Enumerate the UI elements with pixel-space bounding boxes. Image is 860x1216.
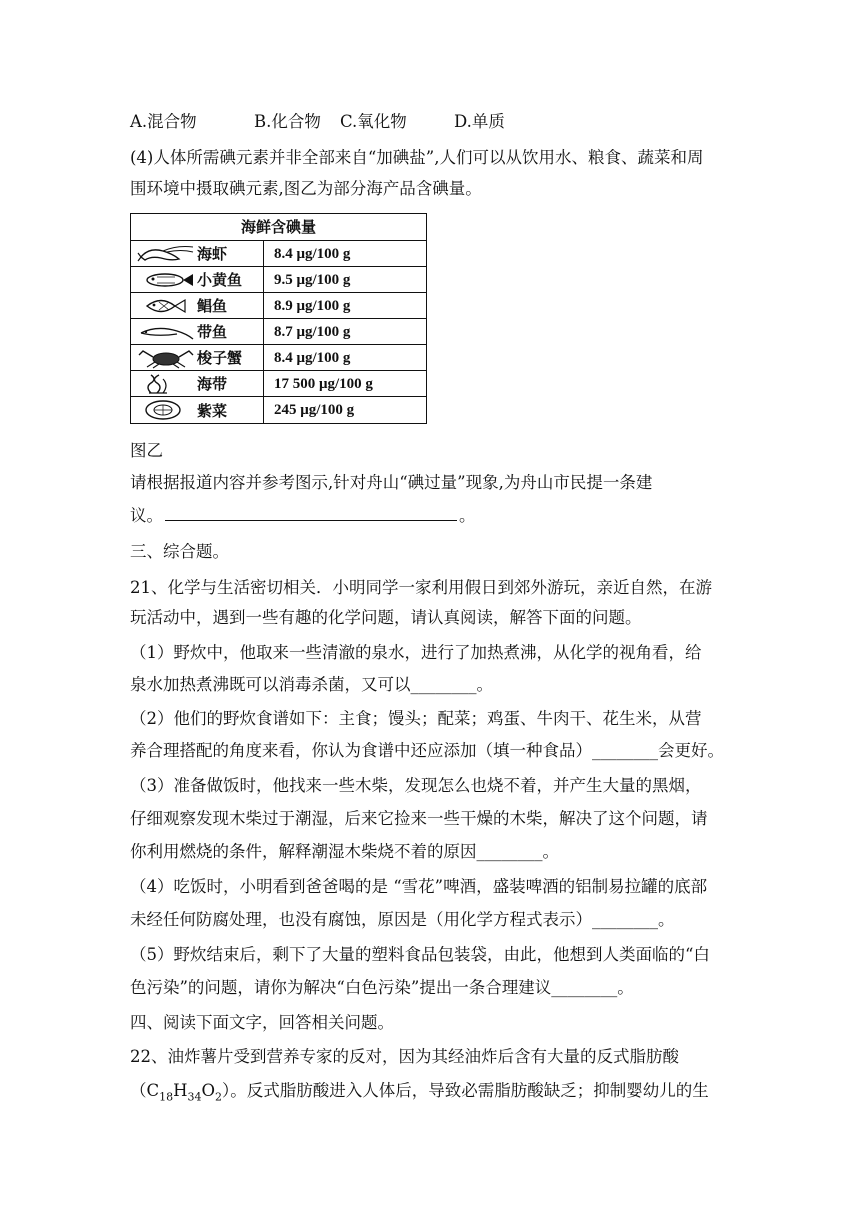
seafood-name: 带鱼 <box>197 323 228 341</box>
q4-line-2: 围环境中摄取碘元素,图乙为部分海产品含碘量。 <box>130 179 482 198</box>
table-row <box>131 397 426 423</box>
q21-line: 养合理搭配的角度来看，你认为食谱中还应添加（填一种食品）________会更好。 <box>130 741 724 760</box>
table-row <box>131 267 426 293</box>
q21-line: （1）野炊中，他取来一些清澈的泉水，进行了加热煮沸，从化学的视角看，给 <box>130 643 702 662</box>
q21-line: （5）野炊结束后，剩下了大量的塑料食品包装袋，由此，他想到人类面临的“白 <box>130 945 710 964</box>
option-d: D.单质 <box>454 112 505 131</box>
section-3-heading: 三、综合题。 <box>130 542 229 561</box>
table-title: 海鲜含碘量 <box>131 214 426 241</box>
suggest-line-1: 请根据报道内容并参考图示,针对舟山“碘过量”现象,为舟山市民提一条建 <box>130 473 653 492</box>
q21-line: 21、化学与生活密切相关．小明同学一家利用假日到郊外游玩，亲近自然，在游 <box>130 578 712 597</box>
q4-line-1: (4)人体所需碘元素并非全部来自“加碘盐”,人们可以从饮用水、粮食、蔬菜和周 <box>130 148 704 167</box>
iodine-value: 17 500 μg/100 g <box>274 376 373 392</box>
iodine-value: 8.9 μg/100 g <box>274 298 351 314</box>
suggest-line-2 <box>130 504 740 527</box>
formula-sub: 2 <box>215 1090 223 1104</box>
shrimp-icon <box>137 243 195 265</box>
hairtail-icon <box>137 321 195 343</box>
figure-caption: 图乙 <box>130 441 163 460</box>
table-row <box>131 293 426 319</box>
table-row <box>131 241 426 267</box>
seafood-name: 鲳鱼 <box>197 297 228 315</box>
q21-line: 色污染”的问题，请你为解决“白色污染”提出一条合理建议________。 <box>130 978 634 997</box>
crab-icon <box>137 347 195 369</box>
suggest-suffix: 。 <box>459 506 476 525</box>
yellow-croaker-icon <box>137 269 195 291</box>
table-row <box>131 319 426 345</box>
iodine-value: 9.5 μg/100 g <box>274 272 351 288</box>
pomfret-icon <box>137 295 195 317</box>
formula-o: O <box>201 1081 216 1100</box>
suggest-prefix: 议。 <box>130 506 163 525</box>
q22-line-2 <box>130 1080 740 1102</box>
section-4-heading: 四、阅读下面文字，回答相关问题。 <box>130 1013 394 1032</box>
q21-line: （3）准备做饭时，他找来一些木柴，发现怎么也烧不着，并产生大量的黑烟， <box>130 776 702 795</box>
answer-blank[interactable] <box>165 504 457 521</box>
formula-open: （C <box>130 1081 160 1100</box>
q22-line-2-rest: ）。反式脂肪酸进入人体后，导致必需脂肪酸缺乏；抑制婴幼儿的生 <box>222 1081 709 1100</box>
seaweed-icon <box>137 399 195 421</box>
seafood-name: 梭子蟹 <box>197 349 243 367</box>
formula-h: H <box>173 1081 188 1100</box>
q21-line: 仔细观察发现木柴过于潮湿，后来它捡来一些干燥的木柴，解决了这个问题，请 <box>130 809 708 828</box>
formula-sub: 34 <box>187 1090 202 1104</box>
option-a: A.混合物 <box>130 112 197 131</box>
iodine-content-table <box>130 213 427 424</box>
seafood-name: 小黄鱼 <box>197 271 243 289</box>
table-row <box>131 345 426 371</box>
iodine-value: 8.4 μg/100 g <box>274 350 351 366</box>
q21-line: 你利用燃烧的条件，解释潮湿木柴烧不着的原因________。 <box>130 842 559 861</box>
q21-line: 未经任何防腐处理，也没有腐蚀，原因是（用化学方程式表示）________。 <box>130 910 675 929</box>
option-c: C.氧化物 <box>340 112 407 131</box>
q22-line-1: 22、油炸薯片受到营养专家的反对，因为其经油炸后含有大量的反式脂肪酸 <box>130 1047 679 1066</box>
choice-options <box>130 111 740 133</box>
iodine-value: 8.7 μg/100 g <box>274 324 351 340</box>
kelp-icon <box>137 373 195 395</box>
iodine-value: 245 μg/100 g <box>274 402 355 418</box>
q21-line: 玩活动中，遇到一些有趣的化学问题，请认真阅读，解答下面的问题。 <box>130 608 642 627</box>
iodine-value: 8.4 μg/100 g <box>274 246 351 262</box>
seafood-name: 海虾 <box>197 245 228 263</box>
q21-line: 泉水加热煮沸既可以消毒杀菌，又可以________。 <box>130 675 493 694</box>
option-b: B.化合物 <box>254 112 321 131</box>
q21-line: （2）他们的野炊食谱如下：主食；馒头；配菜；鸡蛋、牛肉干、花生米，从营 <box>130 709 702 728</box>
table-row <box>131 371 426 397</box>
seafood-name: 紫菜 <box>197 401 228 420</box>
q21-line: （4）吃饭时，小明看到爸爸喝的是 “雪花”啤酒，盛装啤酒的铝制易拉罐的底部 <box>130 877 708 896</box>
formula-sub: 18 <box>159 1090 174 1104</box>
seafood-name: 海带 <box>197 375 228 393</box>
